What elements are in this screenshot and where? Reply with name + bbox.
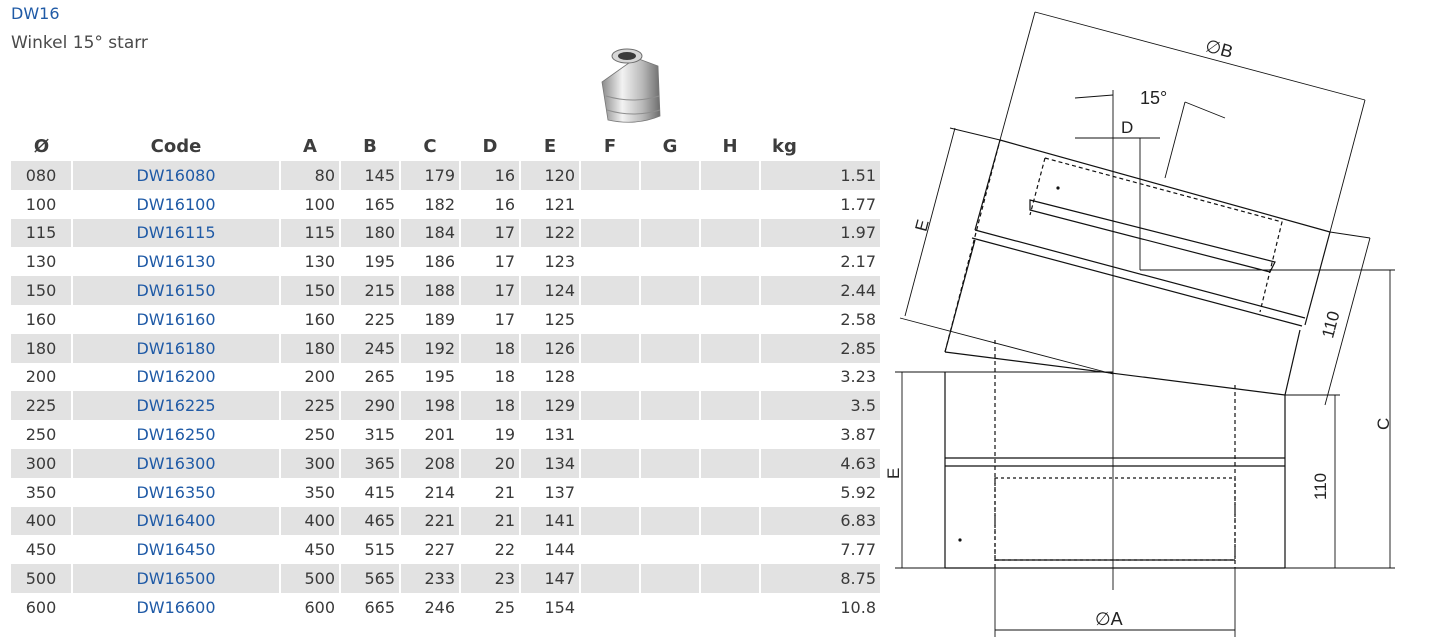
table-body bbox=[11, 161, 880, 622]
table-cell: 1.97 bbox=[760, 219, 880, 248]
table-row bbox=[11, 535, 880, 564]
table-row bbox=[11, 449, 880, 478]
table-row bbox=[11, 305, 880, 334]
table-cell: 16 bbox=[460, 190, 520, 219]
table-cell: 350 bbox=[25, 482, 57, 502]
table-cell: 147 bbox=[520, 564, 580, 593]
table-cell bbox=[580, 334, 640, 363]
table-cell bbox=[640, 593, 700, 622]
table-cell: 122 bbox=[520, 219, 580, 248]
label-diam-b: ∅B bbox=[1203, 35, 1236, 62]
table-cell bbox=[700, 247, 760, 276]
table-cell: 180 bbox=[11, 334, 72, 363]
table-cell: 100 bbox=[280, 190, 340, 219]
table-cell bbox=[640, 564, 700, 593]
table-cell: 265 bbox=[340, 363, 400, 392]
table-cell: 300 bbox=[280, 449, 340, 478]
table-cell: 315 bbox=[340, 420, 400, 449]
table-cell bbox=[700, 363, 760, 392]
column-header: G bbox=[662, 136, 678, 157]
table-cell: 18 bbox=[460, 334, 520, 363]
table-cell: 515 bbox=[340, 535, 400, 564]
product-code-link[interactable]: DW16080 bbox=[72, 161, 280, 190]
product-code-link[interactable]: DW16180 bbox=[72, 334, 280, 363]
table-cell: 400 bbox=[11, 507, 72, 536]
table-cell: 1.51 bbox=[760, 161, 880, 190]
table-cell bbox=[700, 190, 760, 219]
table-cell: 150 bbox=[280, 276, 340, 305]
table-cell bbox=[700, 420, 760, 449]
table-cell bbox=[700, 507, 760, 536]
table-cell: 150 bbox=[11, 276, 72, 305]
product-code-link[interactable]: DW16250 bbox=[72, 420, 280, 449]
table-cell bbox=[700, 391, 760, 420]
product-code-link[interactable]: DW16300 bbox=[72, 449, 280, 478]
table-cell bbox=[640, 276, 700, 305]
table-cell: 3.87 bbox=[760, 420, 880, 449]
table-cell bbox=[700, 478, 760, 507]
product-code-link[interactable]: DW16500 bbox=[72, 564, 280, 593]
table-row bbox=[11, 276, 880, 305]
table-cell bbox=[640, 363, 700, 392]
table-cell bbox=[580, 363, 640, 392]
column-header: Code bbox=[150, 136, 202, 157]
table-header bbox=[11, 132, 880, 161]
table-row bbox=[11, 247, 880, 276]
table-cell bbox=[640, 507, 700, 536]
table-cell: 215 bbox=[340, 276, 400, 305]
table-cell bbox=[700, 276, 760, 305]
table-cell: 195 bbox=[400, 363, 460, 392]
table-cell bbox=[580, 420, 640, 449]
product-photo bbox=[596, 46, 666, 130]
table-cell bbox=[700, 564, 760, 593]
product-code-link[interactable]: DW16115 bbox=[72, 219, 280, 248]
label-e-left: E bbox=[884, 467, 903, 479]
table-row bbox=[11, 334, 880, 363]
table-cell: 141 bbox=[520, 507, 580, 536]
table-cell: 100 bbox=[25, 194, 57, 214]
table-cell: 124 bbox=[520, 276, 580, 305]
table-row bbox=[11, 507, 880, 536]
table-cell: 225 bbox=[340, 305, 400, 334]
table-cell bbox=[580, 478, 640, 507]
table-cell: 221 bbox=[400, 507, 460, 536]
table-cell: 17 bbox=[460, 219, 520, 248]
table-row bbox=[11, 219, 880, 248]
table-cell: 19 bbox=[460, 420, 520, 449]
column-header: H bbox=[722, 136, 738, 157]
table-cell: 80 bbox=[280, 161, 340, 190]
column-header: E bbox=[543, 136, 557, 157]
table-cell: 465 bbox=[340, 507, 400, 536]
label-d: D bbox=[1121, 118, 1134, 137]
table-cell: 25 bbox=[460, 593, 520, 622]
table-cell: 130 bbox=[25, 252, 57, 272]
table-cell: 126 bbox=[520, 334, 580, 363]
table-cell: 20 bbox=[460, 449, 520, 478]
table-cell bbox=[700, 449, 760, 478]
column-header: C bbox=[423, 136, 437, 157]
table-cell: 2.44 bbox=[760, 276, 880, 305]
table-cell: 198 bbox=[400, 391, 460, 420]
table-cell: 186 bbox=[400, 247, 460, 276]
table-cell: 115 bbox=[11, 219, 72, 248]
column-header: F bbox=[603, 136, 617, 157]
table-cell: 7.77 bbox=[760, 535, 880, 564]
product-title: DW16 bbox=[11, 4, 60, 23]
table-cell: 120 bbox=[520, 161, 580, 190]
table-cell: 665 bbox=[340, 593, 400, 622]
product-code-link[interactable]: DW16130 bbox=[72, 247, 280, 276]
table-cell: 3.5 bbox=[760, 391, 880, 420]
product-code-link[interactable]: DW16100 bbox=[72, 190, 280, 219]
table-cell: 600 bbox=[280, 593, 340, 622]
table-cell bbox=[640, 247, 700, 276]
table-cell: 129 bbox=[520, 391, 580, 420]
table-cell: 080 bbox=[11, 161, 72, 190]
product-code-link[interactable]: DW16350 bbox=[72, 478, 280, 507]
table-cell bbox=[580, 219, 640, 248]
table-cell: 350 bbox=[280, 478, 340, 507]
table-cell: 565 bbox=[340, 564, 400, 593]
table-cell: 154 bbox=[520, 593, 580, 622]
table-row bbox=[11, 363, 880, 392]
column-header: B bbox=[363, 136, 377, 157]
table-cell bbox=[640, 161, 700, 190]
table-cell: 160 bbox=[280, 305, 340, 334]
table-cell: 1.77 bbox=[760, 190, 880, 219]
table-cell: 214 bbox=[400, 478, 460, 507]
label-angle: 15° bbox=[1140, 88, 1168, 108]
table-cell: 130 bbox=[280, 247, 340, 276]
table-cell: 233 bbox=[400, 564, 460, 593]
table-cell: 22 bbox=[460, 535, 520, 564]
table-cell: 201 bbox=[400, 420, 460, 449]
table-cell bbox=[640, 535, 700, 564]
table-cell: 21 bbox=[460, 478, 520, 507]
table-cell: 450 bbox=[280, 535, 340, 564]
table-cell bbox=[640, 449, 700, 478]
table-cell: 250 bbox=[280, 420, 340, 449]
table-cell bbox=[580, 276, 640, 305]
table-cell: 123 bbox=[520, 247, 580, 276]
table-cell: 160 bbox=[25, 309, 57, 329]
table-cell: 165 bbox=[340, 190, 400, 219]
table-cell bbox=[640, 334, 700, 363]
table-cell bbox=[580, 247, 640, 276]
table-cell: 179 bbox=[400, 161, 460, 190]
table-row bbox=[11, 420, 880, 449]
table-cell: 225 bbox=[280, 391, 340, 420]
table-cell bbox=[640, 305, 700, 334]
product-code-link[interactable]: DW16200 bbox=[72, 363, 280, 392]
table-cell: 2.58 bbox=[760, 305, 880, 334]
table-cell: 4.63 bbox=[760, 449, 880, 478]
table-cell bbox=[700, 535, 760, 564]
table-cell bbox=[580, 535, 640, 564]
table-row bbox=[11, 593, 880, 622]
table-cell: 17 bbox=[460, 247, 520, 276]
product-code-link[interactable]: DW16160 bbox=[72, 305, 280, 334]
table-cell bbox=[580, 564, 640, 593]
table-cell: 195 bbox=[340, 247, 400, 276]
table-cell: 134 bbox=[520, 449, 580, 478]
table-cell: 192 bbox=[400, 334, 460, 363]
table-cell: 125 bbox=[520, 305, 580, 334]
table-cell: 600 bbox=[25, 597, 57, 617]
table-cell: 182 bbox=[400, 190, 460, 219]
column-header: D bbox=[482, 136, 498, 157]
table-cell bbox=[700, 593, 760, 622]
table-cell: 6.83 bbox=[760, 507, 880, 536]
table-cell bbox=[580, 305, 640, 334]
label-diam-a: ∅A bbox=[1095, 609, 1123, 629]
table-cell: 16 bbox=[460, 161, 520, 190]
table-cell: 145 bbox=[340, 161, 400, 190]
table-cell: 450 bbox=[25, 540, 57, 560]
table-cell bbox=[700, 305, 760, 334]
table-cell bbox=[640, 478, 700, 507]
product-code-link[interactable]: DW16400 bbox=[72, 507, 280, 536]
table-cell bbox=[580, 190, 640, 219]
table-row bbox=[11, 190, 880, 219]
label-c: C bbox=[1374, 417, 1393, 430]
table-cell: 189 bbox=[400, 305, 460, 334]
table-cell: 415 bbox=[340, 478, 400, 507]
table-cell: 500 bbox=[11, 564, 72, 593]
table-cell bbox=[700, 161, 760, 190]
table-cell: 225 bbox=[11, 391, 72, 420]
table-cell: 3.23 bbox=[760, 363, 880, 392]
table-cell: 144 bbox=[520, 535, 580, 564]
table-cell bbox=[640, 391, 700, 420]
table-cell bbox=[580, 391, 640, 420]
table-cell: 246 bbox=[400, 593, 460, 622]
table-cell: 500 bbox=[280, 564, 340, 593]
product-code-link[interactable]: DW16600 bbox=[72, 593, 280, 622]
table-cell bbox=[640, 420, 700, 449]
table-cell: 184 bbox=[400, 219, 460, 248]
table-cell bbox=[700, 334, 760, 363]
product-code-link[interactable]: DW16225 bbox=[72, 391, 280, 420]
table-cell bbox=[640, 219, 700, 248]
table-row bbox=[11, 161, 880, 190]
table-cell bbox=[700, 219, 760, 248]
table-cell: 200 bbox=[280, 363, 340, 392]
table-cell: 180 bbox=[340, 219, 400, 248]
table-cell bbox=[640, 190, 700, 219]
table-row bbox=[11, 391, 880, 420]
product-code-link[interactable]: DW16150 bbox=[72, 276, 280, 305]
product-code-link[interactable]: DW16450 bbox=[72, 535, 280, 564]
product-subtitle: Winkel 15° starr bbox=[11, 33, 148, 53]
label-110-right: 110 bbox=[1318, 309, 1344, 341]
column-header: A bbox=[303, 136, 317, 157]
table-cell bbox=[580, 507, 640, 536]
table-cell: 131 bbox=[520, 420, 580, 449]
label-e-top: E bbox=[911, 217, 933, 234]
table-cell: 227 bbox=[400, 535, 460, 564]
column-header: kg bbox=[772, 136, 797, 157]
table-cell: 10.8 bbox=[760, 593, 880, 622]
table-cell bbox=[580, 161, 640, 190]
column-header: Ø bbox=[33, 136, 50, 157]
table-cell: 2.17 bbox=[760, 247, 880, 276]
table-cell bbox=[580, 449, 640, 478]
table-cell: 18 bbox=[460, 363, 520, 392]
table-cell: 300 bbox=[11, 449, 72, 478]
table-cell: 188 bbox=[400, 276, 460, 305]
table-cell: 23 bbox=[460, 564, 520, 593]
table-cell: 18 bbox=[460, 391, 520, 420]
table-cell bbox=[580, 593, 640, 622]
table-cell: 365 bbox=[340, 449, 400, 478]
table-cell: 17 bbox=[460, 276, 520, 305]
table-cell: 290 bbox=[340, 391, 400, 420]
table-cell: 17 bbox=[460, 305, 520, 334]
table-cell: 121 bbox=[520, 190, 580, 219]
table-cell: 400 bbox=[280, 507, 340, 536]
table-cell: 2.85 bbox=[760, 334, 880, 363]
table-cell: 200 bbox=[25, 367, 57, 387]
table-cell: 180 bbox=[280, 334, 340, 363]
table-row bbox=[11, 478, 880, 507]
table-cell: 5.92 bbox=[760, 478, 880, 507]
table-cell: 245 bbox=[340, 334, 400, 363]
technical-drawing bbox=[870, 0, 1452, 643]
table-cell: 250 bbox=[25, 425, 57, 445]
table-row bbox=[11, 564, 880, 593]
spec-table bbox=[11, 132, 880, 622]
table-cell: 115 bbox=[280, 219, 340, 248]
table-cell: 137 bbox=[520, 478, 580, 507]
table-cell: 208 bbox=[400, 449, 460, 478]
table-cell: 128 bbox=[520, 363, 580, 392]
table-cell: 21 bbox=[460, 507, 520, 536]
label-110-lower: 110 bbox=[1311, 472, 1330, 500]
table-cell: 8.75 bbox=[760, 564, 880, 593]
